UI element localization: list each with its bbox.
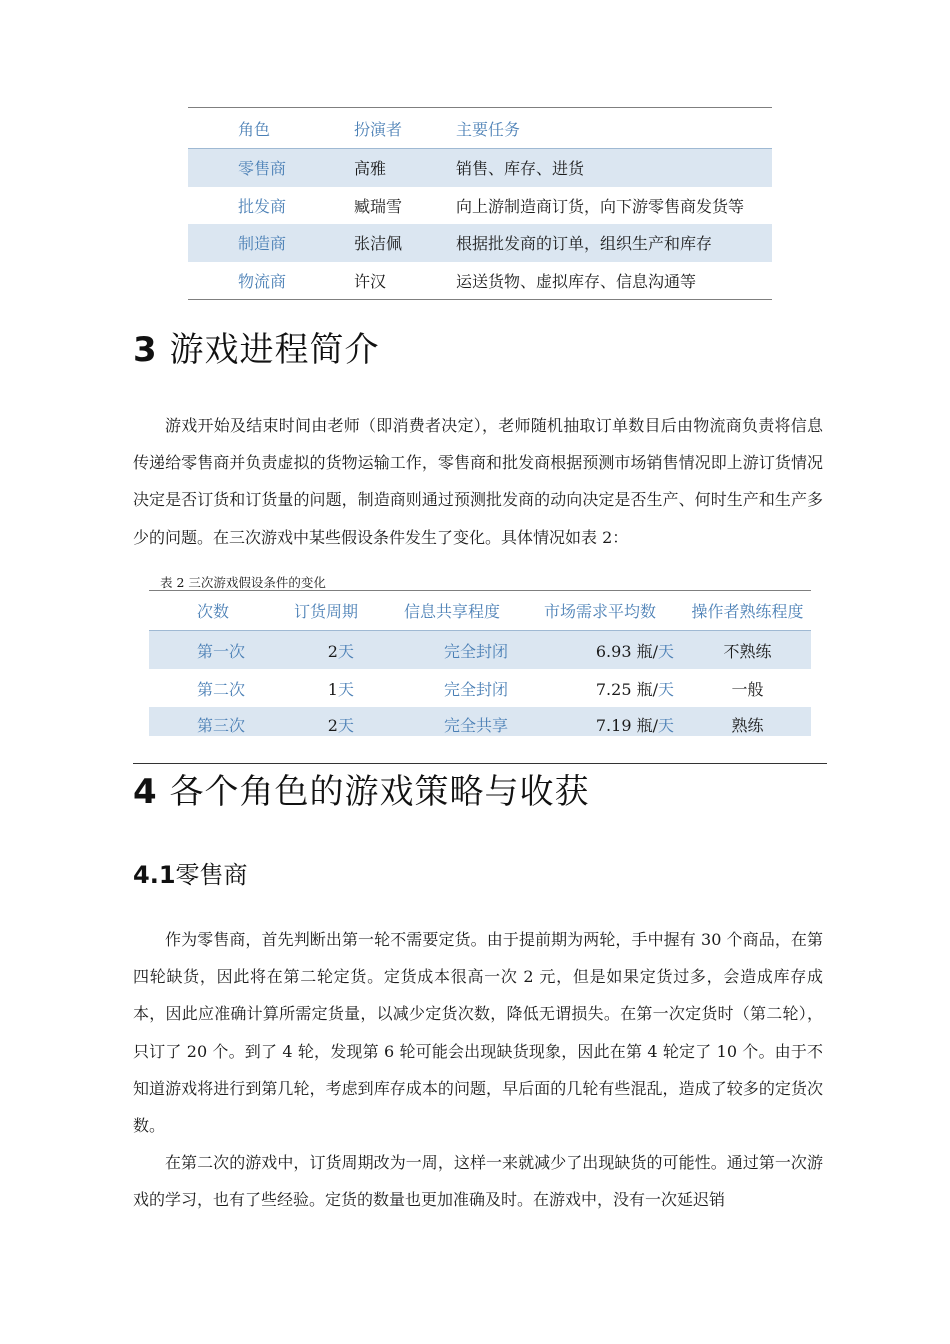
table-cell: 完全封闭 (444, 641, 509, 661)
table-cell: 根据批发商的订单，组织生产和库存 (456, 234, 713, 254)
table-header-row (188, 108, 772, 149)
subsection-heading (133, 855, 248, 890)
body-paragraph: 在第二次的游戏中，订货周期改为一周，这样一来就减少了出现缺货的可能性。通过第一次游戏的学习，也有了些经验。定货的数量也更加准确及时。在游戏中，没有一次延迟销 (133, 1153, 823, 1210)
section-heading (133, 322, 379, 371)
table-cell (294, 639, 404, 662)
table-cell: 高雅 (354, 159, 387, 179)
table-row (149, 707, 811, 736)
table-row (149, 669, 811, 707)
demand-unit: 天 (657, 641, 674, 661)
table-cell: 完全共享 (444, 716, 509, 735)
table-cell: 第一次 (197, 641, 246, 661)
table-header-row (149, 591, 811, 631)
subsection-title: 零售商 (175, 861, 248, 889)
cycle-value: 1 (327, 679, 338, 699)
table-cell: 销售、库存、进货 (456, 159, 585, 179)
table-cell: 张洁佩 (354, 234, 403, 254)
roles-table (188, 107, 772, 300)
cycle-unit: 天 (337, 716, 354, 735)
table-cell (544, 713, 684, 736)
section-number: 4 (133, 772, 158, 812)
table-cell: 制造商 (238, 234, 287, 254)
section-title: 游戏进程简介 (169, 330, 380, 370)
table-cell (544, 639, 684, 662)
table-cell: 第二次 (197, 679, 246, 699)
table-row (188, 224, 772, 262)
header-cell: 信息共享程度 (404, 602, 501, 621)
demand-value: 7.19 瓶/ (595, 716, 658, 735)
cycle-unit: 天 (337, 679, 354, 699)
demand-value: 7.25 瓶/ (595, 679, 658, 699)
header-cell: 操作者熟练程度 (691, 602, 804, 621)
section-title: 各个角色的游戏策略与收获 (169, 772, 590, 812)
table-cell: 批发商 (238, 196, 287, 216)
header-cell: 主要任务 (456, 119, 521, 139)
table-cell: 零售商 (238, 159, 287, 179)
body-paragraph: 游戏开始及结束时间由老师（即消费者决定），老师随机抽取订单数目后由物流商负责将信息传递给零售商并负责虚拟的货物运输工作，零售商和批发商根据预测市场销售情况即上游订货情况决定是否订货和订货量的问题，制造商则通过预测批发商的动向决定是否生产、何时生产和生产多少的问题。在三次游戏中某些假设条件发生了变化。具体情况如表 2： (133, 416, 823, 547)
demand-value: 6.93 瓶/ (595, 641, 658, 661)
table-cell: 完全封闭 (444, 679, 509, 699)
subsection-number: 4.1 (133, 861, 176, 889)
header-cell: 市场需求平均数 (544, 602, 657, 621)
table-cell: 不熟练 (723, 641, 772, 661)
table-cell (294, 713, 404, 736)
table-cell (294, 677, 404, 700)
table-cell: 一般 (731, 679, 764, 699)
table-cell: 运送货物、虚拟库存、信息沟通等 (456, 271, 697, 291)
cycle-unit: 天 (337, 641, 354, 661)
body-paragraph: 作为零售商，首先判断出第一轮不需要定货。由于提前期为两轮，手中握有 30 个商品，在第四轮缺货，因此将在第二轮定货。定货成本很高一次 2 元，但是如果定货过多，会造成库存成本，因此应准确计算所需定货量，以减少定货次数，降低无谓损失。在第一次定货时（第二轮），只订了 20 个。到了 4 轮，发现第 6 轮可能会出现缺货现象，因此在第 4 轮定了 10 个。由于不知道游戏将进行到第几轮，考虑到库存成本的问题，早后面的几轮有些混乱，造成了较多的定货次数。 (133, 930, 823, 1136)
table-cell: 第三次 (197, 716, 246, 735)
table-row (188, 149, 772, 187)
table-cell: 熟练 (731, 716, 764, 735)
header-cell: 扮演者 (354, 119, 403, 139)
table-caption: 表 2 三次游戏假设条件的变化 (160, 575, 326, 590)
table-row (188, 262, 772, 300)
conditions-table (149, 590, 811, 736)
table-row (149, 631, 811, 669)
header-cell: 订货周期 (294, 602, 359, 621)
table-row (188, 187, 772, 225)
demand-unit: 天 (657, 716, 674, 735)
table-cell (544, 677, 684, 700)
section-number: 3 (133, 330, 158, 370)
cycle-value: 2 (327, 716, 338, 735)
table-cell: 许汉 (354, 271, 387, 291)
table-cell: 臧瑞雪 (354, 196, 403, 216)
demand-unit: 天 (657, 679, 674, 699)
section-heading (133, 764, 589, 813)
table-cell: 物流商 (238, 271, 287, 291)
header-cell: 角色 (238, 119, 271, 139)
table-cell: 向上游制造商订货，向下游零售商发货等 (456, 196, 745, 216)
header-cell: 次数 (197, 602, 230, 621)
cycle-value: 2 (327, 641, 338, 661)
